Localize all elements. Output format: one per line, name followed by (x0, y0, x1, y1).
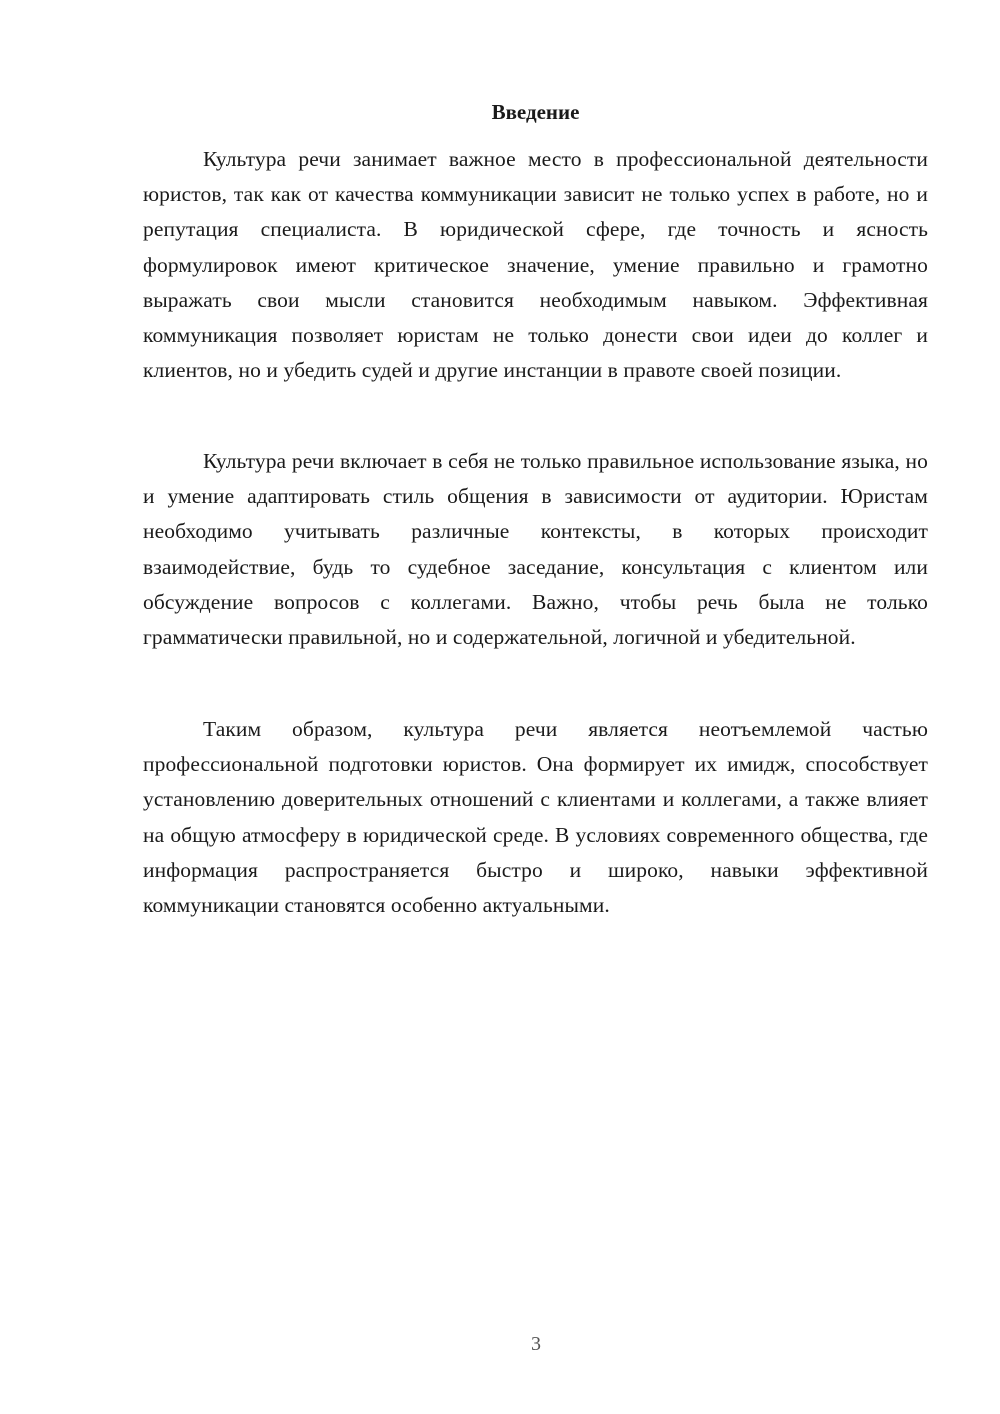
section-heading: Введение (491, 100, 580, 124)
paragraph-1: Культура речи занимает важное место в профессиональной деятельности юристов, так как от качества коммуникации зависит не только успех в работе, но и репутация специалиста. В юридической сфере, где точность и ясность формулировок имеют критическое значение, умение правильно и грамотно выражать свои мысли становится необходимым навыком. Эффективная коммуникация позволяет юристам не только донести свои идеи до коллег и клиентов, но и убедить судей и другие инстанции в правоте своей позиции. (143, 147, 928, 383)
paragraph-2: Культура речи включает в себя не только правильное использование языка, но и умение адаптировать стиль общения в зависимости от аудитории. Юристам необходимо учитывать различные контексты, в которых происходит взаимодействие, будь то судебное заседание, консультация с клиентом или обсуждение вопросов с коллегами. Важно, чтобы речь была не только грамматически правильной, но и содержательной, логичной и убедительной. (143, 449, 928, 650)
page-number: 3 (531, 1333, 541, 1355)
paragraph-3: Таким образом, культура речи является неотъемлемой частью профессиональной подготовки юристов. Она формирует их имидж, способствует установлению доверительных отношений с клиентами и коллегами, а также влияет на общую атмосферу в юридической среде. В условиях современного общества, где информация распространяется быстро и широко, навыки эффективной коммуникации становятся особенно актуальными. (143, 717, 928, 918)
